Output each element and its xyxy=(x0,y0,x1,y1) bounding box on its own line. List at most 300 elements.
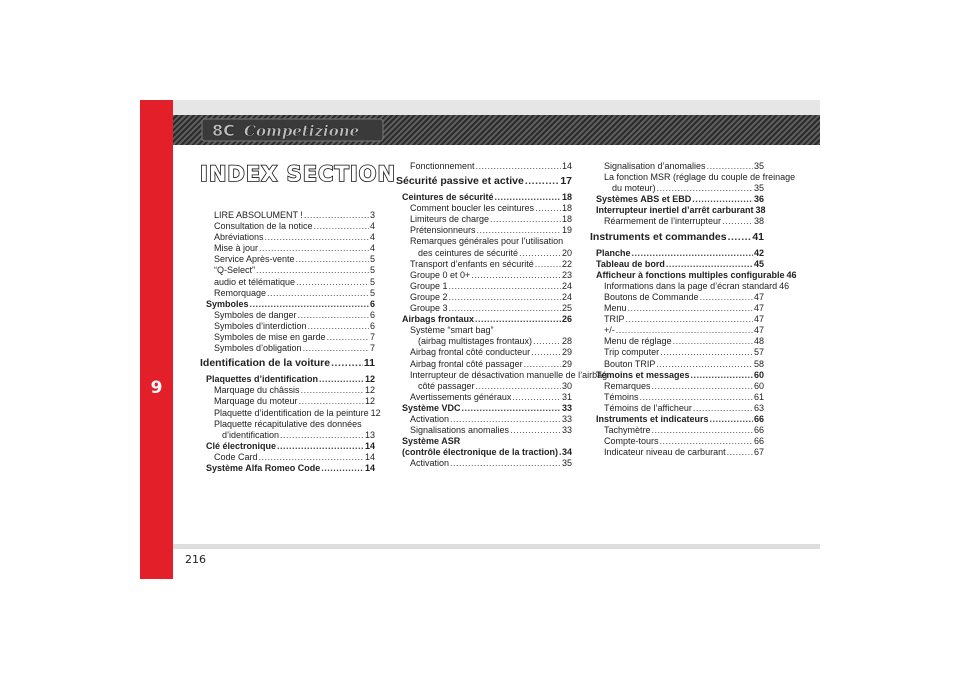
toc-column-3 xyxy=(590,161,797,458)
toc-entry-title: Symboles d’obligation xyxy=(214,343,302,354)
toc-page-number: 12 xyxy=(364,396,375,407)
toc-entry-title: Témoins et messages xyxy=(596,369,690,380)
toc-entry-title: Instruments et commandes xyxy=(590,230,727,243)
toc-dot-leader xyxy=(524,359,561,370)
toc-entry xyxy=(200,332,375,343)
toc-dot-leader xyxy=(657,183,753,194)
toc-dot-leader xyxy=(450,458,561,469)
toc-dot-leader xyxy=(449,281,561,292)
toc-entry xyxy=(396,225,572,236)
toc-entry xyxy=(590,414,764,425)
toc-entry-title: Système “smart bag” xyxy=(410,325,494,336)
toc-entry-title: “Q-Select” xyxy=(214,265,256,276)
8c-competizione-logo xyxy=(200,116,385,144)
toc-entry-title: Activation xyxy=(410,413,450,424)
toc-page-number: 38 xyxy=(753,216,764,227)
toc-entry-title: Système Alfa Romeo Code xyxy=(206,462,321,473)
toc-entry-title: Groupe 2 xyxy=(410,291,448,302)
toc-dot-leader xyxy=(512,392,561,403)
toc-entry xyxy=(590,172,796,183)
toc-entry-title: Activation xyxy=(410,458,450,469)
toc-entry xyxy=(590,161,764,172)
toc-dot-leader xyxy=(321,463,364,474)
toc-entry-title: +/- xyxy=(604,325,615,336)
toc-entry xyxy=(590,325,764,336)
toc-section-entry xyxy=(396,175,572,188)
toc-dot-leader xyxy=(314,221,369,232)
toc-entry-title: Boutons de Commande xyxy=(604,291,699,302)
toc-dot-leader xyxy=(535,259,561,270)
toc-entry xyxy=(200,265,375,276)
toc-entry-title: des ceintures de sécurité xyxy=(418,247,519,258)
toc-page-number: 12 xyxy=(370,407,381,418)
chapter-tab xyxy=(140,100,173,579)
toc-entry xyxy=(200,243,375,254)
toc-entry xyxy=(200,232,375,243)
top-band xyxy=(173,100,820,115)
toc-entry xyxy=(396,292,572,303)
toc-entry xyxy=(396,359,572,370)
toc-entry-title: Limiteurs de charge xyxy=(410,214,490,225)
toc-page-number: 7 xyxy=(369,332,375,343)
toc-entry-title: Prétensionneurs xyxy=(410,225,476,236)
toc-dot-leader xyxy=(722,216,753,227)
toc-page-number: 19 xyxy=(561,225,572,236)
toc-page-number: 60 xyxy=(753,380,764,391)
toc-entry xyxy=(396,369,608,381)
toc-entry xyxy=(200,452,375,463)
toc-entry-title: Interrupteur de désactivation manuelle de l’airbag xyxy=(410,369,608,380)
toc-dot-leader xyxy=(303,343,369,354)
toc-page-number: 29 xyxy=(561,347,572,358)
toc-entry-title: Témoins xyxy=(604,391,639,402)
toc-dot-leader xyxy=(331,357,363,370)
toc-page-number: 4 xyxy=(369,243,375,254)
toc-entry xyxy=(396,161,572,172)
toc-entry xyxy=(396,325,572,336)
toc-page-number: 3 xyxy=(369,210,375,220)
toc-dot-leader xyxy=(700,292,753,303)
toc-entry-title: Airbag frontal côté passager xyxy=(410,358,523,369)
toc-entry xyxy=(396,447,572,458)
toc-page-number: 31 xyxy=(561,391,572,402)
toc-page-number: 41 xyxy=(752,230,764,243)
toc-dot-leader xyxy=(525,175,559,188)
toc-entry-title: Avertissements généraux xyxy=(410,391,512,402)
toc-page-number: 22 xyxy=(561,258,572,269)
toc-entry xyxy=(590,392,764,403)
toc-dot-leader xyxy=(490,214,561,225)
toc-page-number: 14 xyxy=(364,440,375,451)
toc-entry xyxy=(396,414,572,425)
toc-entry-title: Symboles xyxy=(206,298,249,309)
toc-page-number: 57 xyxy=(753,347,764,358)
toc-entry-title: Remarques générales pour l’utilisation xyxy=(410,236,564,247)
toc-entry xyxy=(200,210,375,221)
toc-entry-title: LIRE ABSOLUMENT ! xyxy=(214,210,303,220)
toc-entry xyxy=(200,221,375,232)
toc-page-number: 66 xyxy=(753,425,764,436)
toc-entry-title: côté passager xyxy=(418,380,475,391)
toc-entry-title: du moteur) xyxy=(612,183,656,194)
toc-entry xyxy=(396,303,572,314)
toc-page-number: 24 xyxy=(561,291,572,302)
toc-dot-leader xyxy=(616,325,753,336)
toc-entry xyxy=(396,248,572,259)
toc-page-number: 36 xyxy=(753,194,764,205)
toc-entry xyxy=(200,419,375,430)
toc-dot-leader xyxy=(476,381,561,392)
toc-page-number: 47 xyxy=(753,303,764,314)
toc-entry xyxy=(396,425,572,436)
toc-page-number: 6 xyxy=(369,298,375,309)
toc-entry xyxy=(590,292,764,303)
toc-dot-leader xyxy=(250,299,369,310)
toc-page-number: 7 xyxy=(369,343,375,354)
toc-entry-title: Comment boucler les ceintures xyxy=(410,203,535,214)
toc-entry-title: Indicateur niveau de carburant xyxy=(604,447,726,458)
toc-entry xyxy=(396,336,572,347)
toc-entry xyxy=(590,314,764,325)
toc-entry-title: Systèmes ABS et EBD xyxy=(596,194,692,205)
toc-page-number: 34 xyxy=(561,447,572,458)
toc-entry xyxy=(590,403,764,414)
toc-page-number: 18 xyxy=(561,214,572,225)
toc-page-number: 61 xyxy=(753,391,764,402)
toc-dot-leader xyxy=(710,414,753,425)
toc-dot-leader xyxy=(510,425,561,436)
toc-dot-leader xyxy=(666,259,753,270)
toc-entry xyxy=(396,347,572,358)
toc-entry-title: Système VDC xyxy=(402,402,461,413)
toc-entry-title: Fonctionnement xyxy=(410,161,475,171)
toc-entry-title: Marquage du châssis xyxy=(214,385,300,396)
toc-page-number: 5 xyxy=(369,254,375,265)
toc-dot-leader xyxy=(280,430,364,441)
toc-entry xyxy=(590,447,764,458)
toc-dot-leader xyxy=(319,374,364,385)
toc-page-number: 5 xyxy=(369,287,375,298)
page-title: INDEX SECTION xyxy=(200,162,397,186)
toc-dot-leader xyxy=(559,447,561,458)
toc-page-number: 47 xyxy=(753,325,764,336)
toc-page-number: 4 xyxy=(369,232,375,243)
toc-dot-leader xyxy=(628,303,753,314)
toc-entry-title: Tachymètre xyxy=(604,425,651,436)
toc-page-number: 33 xyxy=(561,413,572,424)
toc-page-number: 35 xyxy=(561,458,572,469)
toc-dot-leader xyxy=(652,425,753,436)
toc-page-number: 24 xyxy=(561,280,572,291)
toc-page-number: 25 xyxy=(561,303,572,314)
toc-entry-title: Menu xyxy=(604,303,627,314)
toc-entry xyxy=(590,194,764,205)
toc-section-entry xyxy=(590,231,764,244)
toc-page-number: 26 xyxy=(561,314,572,325)
toc-dot-leader xyxy=(308,321,369,332)
toc-dot-leader xyxy=(673,336,753,347)
toc-entry-title: Interrupteur inertiel d’arrêt carburant xyxy=(596,205,754,216)
toc-page-number: 13 xyxy=(364,429,375,440)
toc-entry xyxy=(396,270,572,281)
toc-dot-leader xyxy=(296,277,369,288)
toc-entry xyxy=(590,280,790,292)
toc-page-number: 33 xyxy=(561,402,572,413)
toc-dot-leader xyxy=(727,447,753,458)
toc-entry-title: Plaquettes d’identification xyxy=(206,374,319,385)
toc-entry-title: Transport d’enfants en sécurité xyxy=(410,258,534,269)
toc-entry-title: Plaquette récapitulative des données xyxy=(214,418,362,429)
toc-dot-leader xyxy=(531,347,561,358)
toc-entry xyxy=(200,299,375,310)
toc-entry xyxy=(200,430,375,441)
toc-page-number: 14 xyxy=(364,451,375,462)
toc-page-number: 66 xyxy=(753,413,764,424)
toc-entry xyxy=(396,203,572,214)
toc-entry-title: Groupe 1 xyxy=(410,280,448,291)
toc-entry xyxy=(590,336,764,347)
toc-page-number: 67 xyxy=(753,447,764,458)
toc-dot-leader xyxy=(298,310,369,321)
toc-page-number: 46 xyxy=(786,269,797,280)
toc-entry-title: Service Après-vente xyxy=(214,254,295,265)
toc-page-number: 38 xyxy=(755,205,766,216)
toc-entry-title: (contrôle électronique de la traction) xyxy=(402,447,559,458)
toc-page-number: 66 xyxy=(753,436,764,447)
toc-entry-title: Identification de la voiture xyxy=(200,357,331,370)
toc-page-number: 11 xyxy=(363,357,375,370)
toc-dot-leader xyxy=(660,436,753,447)
toc-page-number: 42 xyxy=(753,247,764,258)
toc-entry-title: Remarques xyxy=(604,380,651,391)
toc-entry xyxy=(590,205,764,216)
toc-entry xyxy=(590,359,764,370)
toc-entry-title: Réarmement de l’interrupteur xyxy=(604,216,722,227)
toc-entry xyxy=(200,407,381,419)
toc-entry-title: audio et télématique xyxy=(214,276,296,287)
toc-entry xyxy=(590,347,764,358)
toc-dot-leader xyxy=(471,270,561,281)
toc-page-number: 12 xyxy=(364,385,375,396)
toc-entry xyxy=(590,216,764,227)
toc-dot-leader xyxy=(327,332,369,343)
toc-entry-title: Tableau de bord xyxy=(596,258,665,269)
toc-entry xyxy=(396,381,572,392)
toc-dot-leader xyxy=(449,303,561,314)
toc-dot-leader xyxy=(693,403,753,414)
toc-entry-title: Système ASR xyxy=(402,436,461,447)
toc-entry xyxy=(396,236,572,247)
toc-page-number: 33 xyxy=(561,425,572,436)
toc-entry-title: Airbags frontaux xyxy=(402,314,475,325)
toc-dot-leader xyxy=(533,336,561,347)
toc-entry xyxy=(590,303,764,314)
svg-text:8C: 8C xyxy=(212,121,235,140)
toc-entry xyxy=(200,396,375,407)
toc-dot-leader xyxy=(265,232,369,243)
toc-entry-title: d’identification xyxy=(222,429,280,440)
toc-entry-title: La fonction MSR (réglage du couple de freinage xyxy=(604,172,796,183)
toc-page-number: 17 xyxy=(560,175,572,188)
toc-page-number: 30 xyxy=(561,380,572,391)
toc-page-number: 12 xyxy=(364,374,375,385)
toc-dot-leader xyxy=(519,248,561,259)
toc-entry-title: Menu de réglage xyxy=(604,336,672,347)
toc-entry xyxy=(200,288,375,299)
toc-page-number: 35 xyxy=(753,183,764,194)
toc-entry xyxy=(200,321,375,332)
toc-entry-title: Remorquage xyxy=(214,287,267,298)
toc-entry xyxy=(200,277,375,288)
toc-dot-leader xyxy=(632,248,753,259)
toc-entry-title: Planche xyxy=(596,247,631,258)
toc-page-number: 6 xyxy=(369,309,375,320)
toc-entry xyxy=(200,254,375,265)
toc-dot-leader xyxy=(256,265,369,276)
toc-entry xyxy=(396,392,572,403)
toc-page-number: 18 xyxy=(561,192,572,203)
toc-dot-leader xyxy=(692,194,753,205)
toc-entry xyxy=(200,441,375,452)
toc-dot-leader xyxy=(626,314,753,325)
toc-entry xyxy=(200,385,375,396)
toc-page-number: 5 xyxy=(369,276,375,287)
toc-dot-leader xyxy=(656,359,753,370)
toc-entry-title: Trip computer xyxy=(604,347,660,358)
footer-rule xyxy=(173,544,820,549)
toc-dot-leader xyxy=(267,288,369,299)
svg-text:Competizione: Competizione xyxy=(244,122,360,140)
toc-page-number: 6 xyxy=(369,320,375,331)
toc-entry xyxy=(200,343,375,354)
toc-entry-title: Signalisations anomalies xyxy=(410,425,510,436)
toc-page-number: 45 xyxy=(753,258,764,269)
toc-page-number: 35 xyxy=(753,161,764,171)
toc-entry-title: Informations dans la page d’écran standard xyxy=(604,280,778,291)
toc-page-number: 20 xyxy=(561,247,572,258)
toc-dot-leader xyxy=(304,210,369,221)
toc-entry-title: Symboles de danger xyxy=(214,309,297,320)
toc-section-entry xyxy=(200,357,375,370)
toc-entry xyxy=(590,436,764,447)
toc-dot-leader xyxy=(476,161,561,172)
toc-dot-leader xyxy=(495,192,561,203)
toc-entry-title: TRIP xyxy=(604,314,625,325)
toc-entry xyxy=(590,269,797,281)
toc-entry-title: Plaquette d’identification de la peinture xyxy=(214,407,369,418)
toc-entry xyxy=(590,381,764,392)
toc-entry xyxy=(396,214,572,225)
toc-page-number: 4 xyxy=(369,221,375,232)
toc-dot-leader xyxy=(640,392,753,403)
toc-entry-title: Signalisation d’anomalies xyxy=(604,161,706,171)
toc-entry-title: Afficheur à fonctions multiples configurable xyxy=(596,269,785,280)
toc-dot-leader xyxy=(450,414,561,425)
toc-entry-title: Clé électronique xyxy=(206,440,277,451)
toc-dot-leader xyxy=(707,161,753,172)
toc-page-number: 63 xyxy=(753,402,764,413)
toc-page-number: 29 xyxy=(561,358,572,369)
toc-dot-leader xyxy=(728,231,752,244)
toc-page-number: 5 xyxy=(369,265,375,276)
toc-entry-title: Ceintures de sécurité xyxy=(402,192,494,203)
toc-entry-title: Bouton TRIP xyxy=(604,358,656,369)
toc-entry xyxy=(396,314,572,325)
toc-page-number: 46 xyxy=(779,280,790,291)
toc-entry-title: Sécurité passive et active xyxy=(396,175,524,188)
toc-entry xyxy=(200,374,375,385)
toc-dot-leader xyxy=(296,254,369,265)
toc-entry-title: Marquage du moteur xyxy=(214,396,298,407)
toc-entry xyxy=(396,436,572,447)
toc-dot-leader xyxy=(691,370,753,381)
toc-page-number: 14 xyxy=(561,161,572,171)
toc-entry xyxy=(590,259,764,270)
toc-entry-title: Compte-tours xyxy=(604,436,659,447)
toc-entry xyxy=(396,259,572,270)
toc-dot-leader xyxy=(652,381,753,392)
page-number: 216 xyxy=(185,553,206,566)
toc-entry xyxy=(590,370,764,381)
toc-entry-title: Instruments et indicateurs xyxy=(596,413,709,424)
toc-entry-title: Groupe 0 et 0+ xyxy=(410,269,471,280)
toc-entry-title: Airbag frontal côté conducteur xyxy=(410,347,531,358)
toc-entry xyxy=(200,463,375,474)
toc-dot-leader xyxy=(301,385,364,396)
toc-dot-leader xyxy=(449,292,561,303)
toc-entry-title: Symboles d’interdiction xyxy=(214,320,307,331)
toc-dot-leader xyxy=(475,314,561,325)
toc-page-number: 48 xyxy=(753,336,764,347)
toc-entry-title: Consultation de la notice xyxy=(214,221,313,232)
toc-entry xyxy=(396,281,572,292)
toc-column-2 xyxy=(396,161,608,469)
toc-dot-leader xyxy=(259,452,364,463)
chapter-number: 9 xyxy=(150,378,163,398)
toc-entry xyxy=(396,458,572,469)
toc-entry xyxy=(590,248,764,259)
toc-entry xyxy=(396,403,572,414)
toc-dot-leader xyxy=(462,403,561,414)
toc-dot-leader xyxy=(477,225,561,236)
toc-entry xyxy=(590,425,764,436)
toc-page-number: 28 xyxy=(561,336,572,347)
toc-column-1 xyxy=(200,210,381,474)
toc-dot-leader xyxy=(299,396,364,407)
toc-page-number: 60 xyxy=(753,369,764,380)
toc-entry xyxy=(590,183,764,194)
toc-dot-leader xyxy=(660,347,753,358)
toc-entry xyxy=(200,310,375,321)
toc-entry xyxy=(396,192,572,203)
toc-page-number: 14 xyxy=(364,462,375,473)
toc-dot-leader xyxy=(277,441,364,452)
toc-entry-title: Code Card xyxy=(214,451,258,462)
toc-entry-title: Symboles de mise en garde xyxy=(214,332,326,343)
toc-page-number: 47 xyxy=(753,291,764,302)
toc-page-number: 58 xyxy=(753,358,764,369)
toc-page-number: 18 xyxy=(561,203,572,214)
toc-entry-title: Mise à jour xyxy=(214,243,259,254)
toc-entry-title: Témoins de l’afficheur xyxy=(604,402,692,413)
toc-dot-leader xyxy=(535,203,561,214)
toc-entry-title: Groupe 3 xyxy=(410,303,448,314)
toc-page-number: 23 xyxy=(561,269,572,280)
toc-page-number: 47 xyxy=(753,314,764,325)
toc-dot-leader xyxy=(259,243,369,254)
toc-entry-title: Abréviations xyxy=(214,232,264,243)
toc-entry-title: (airbag multistages frontaux) xyxy=(418,336,533,347)
